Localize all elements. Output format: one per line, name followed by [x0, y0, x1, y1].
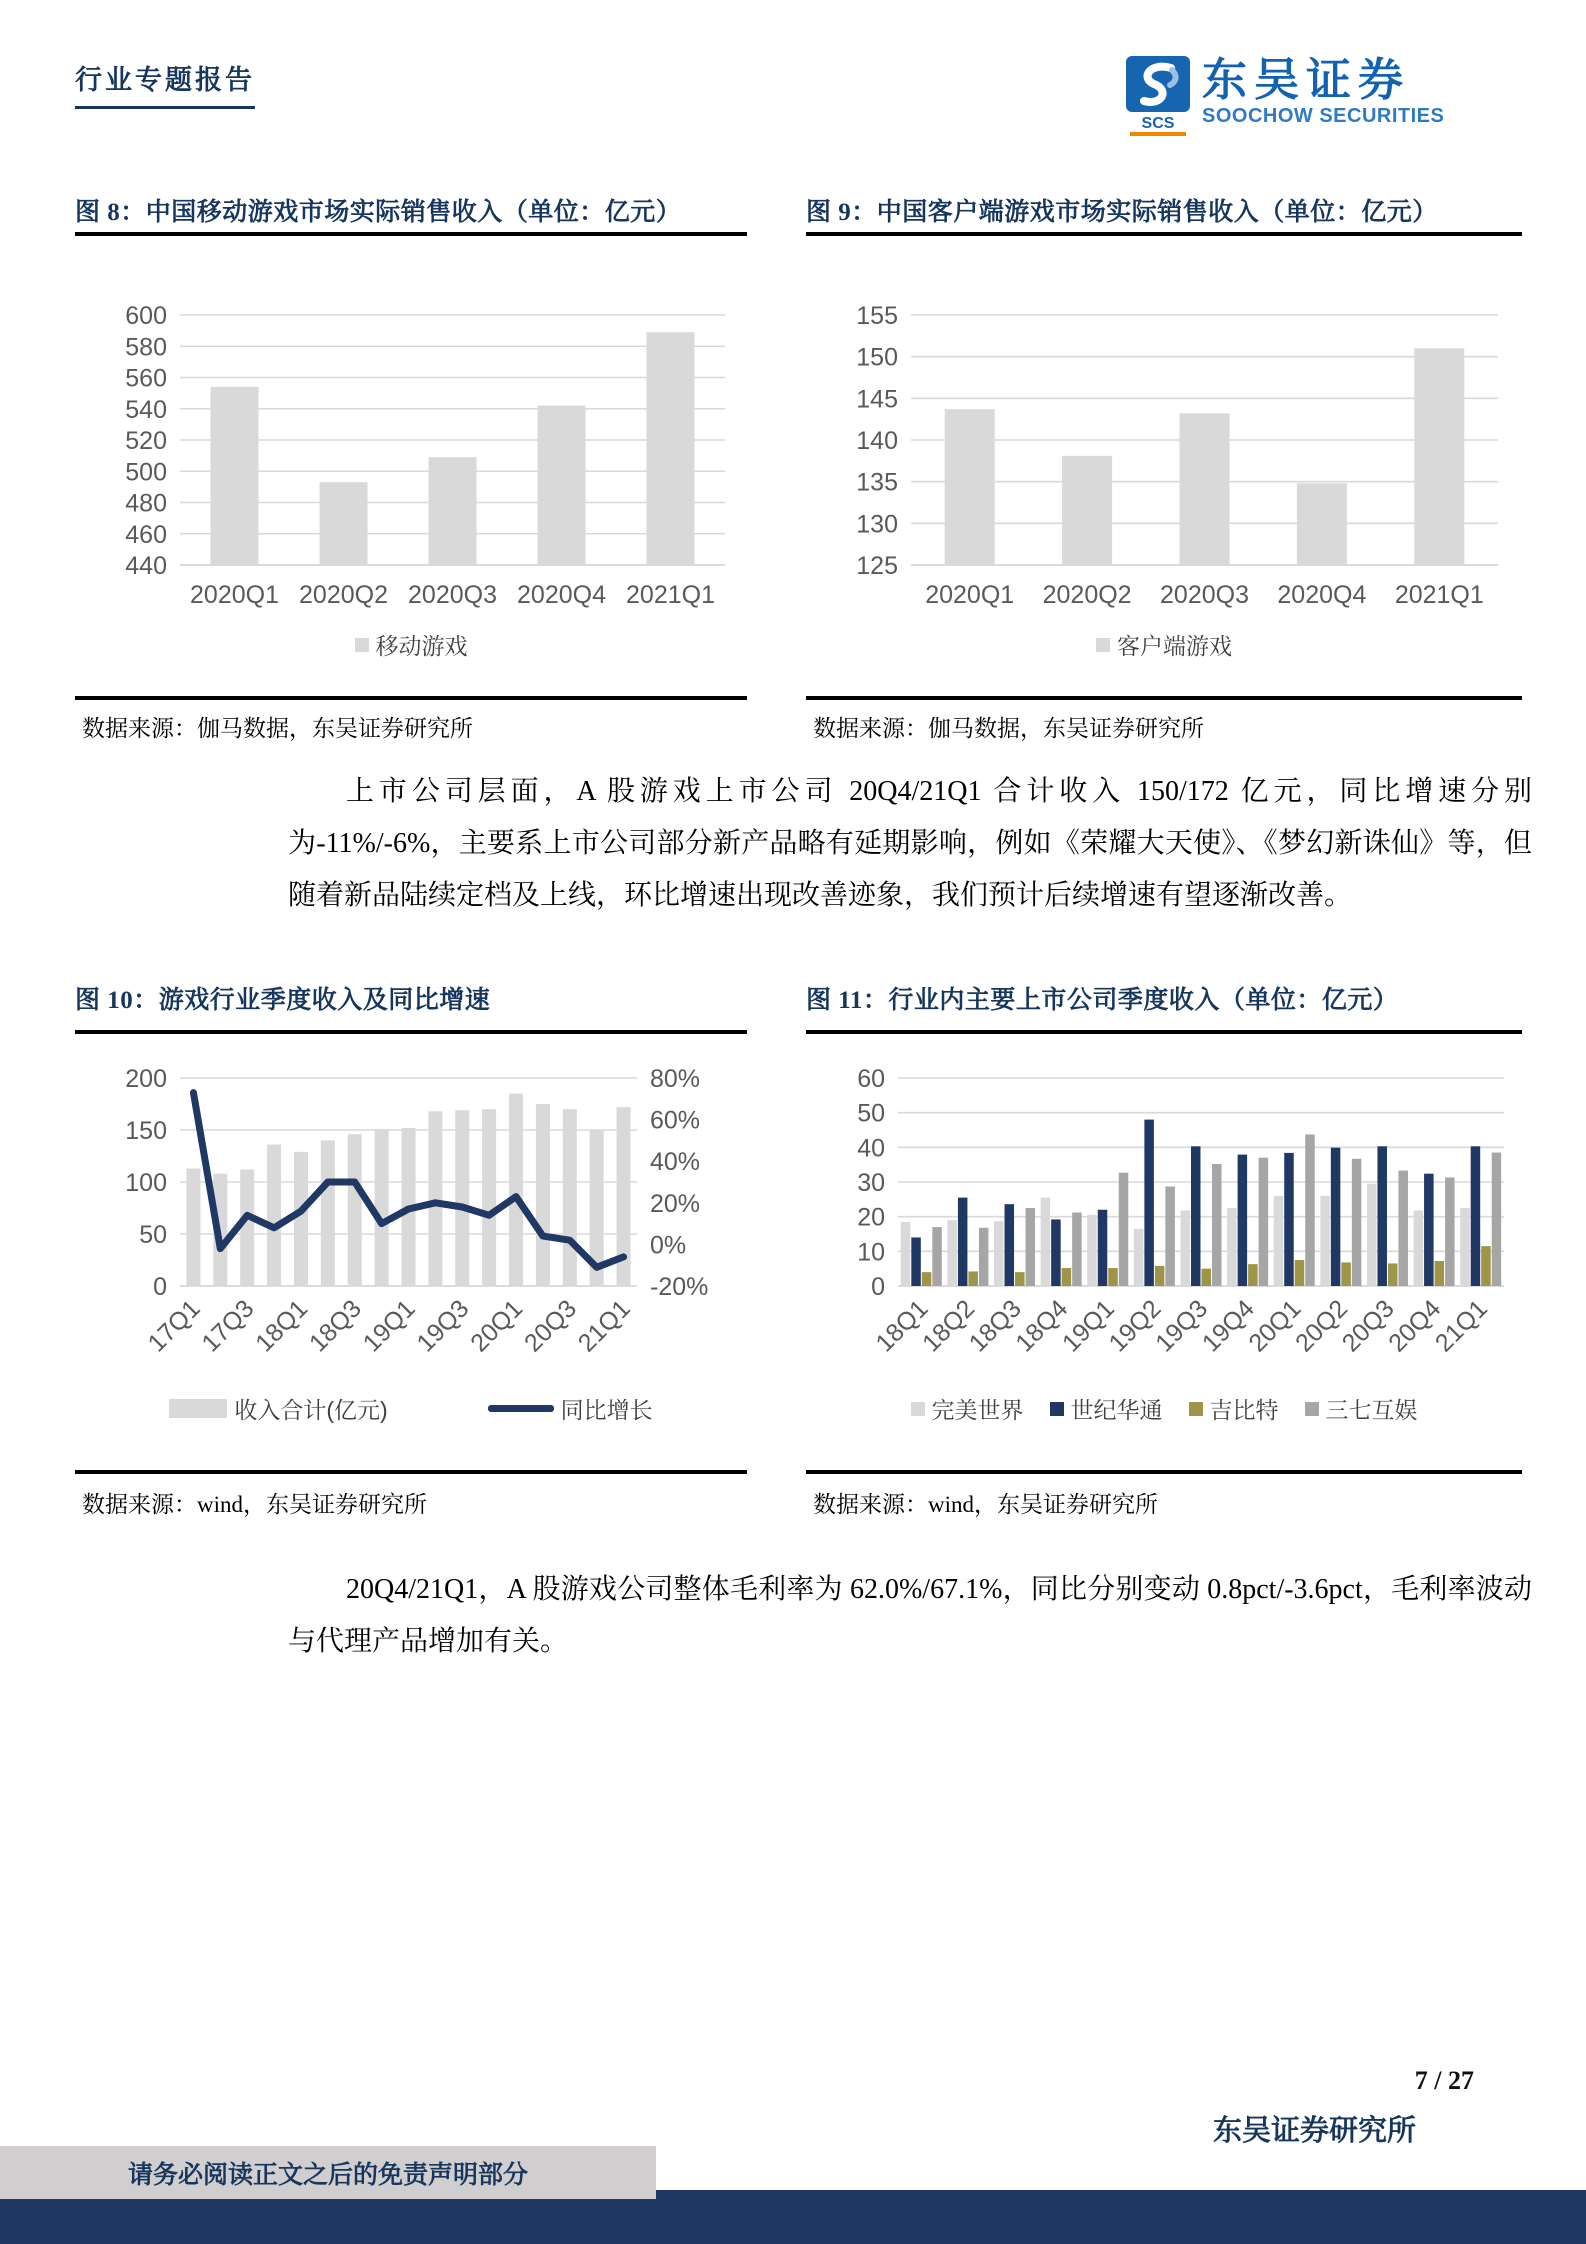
svg-text:18Q2: 18Q2 — [917, 1294, 981, 1358]
brand-name-cn: 东吴证券 — [1202, 54, 1411, 105]
figure9-title-rule — [806, 232, 1522, 236]
svg-text:150: 150 — [125, 1117, 167, 1145]
svg-text:480: 480 — [125, 489, 167, 518]
legend-label: 移动游戏 — [375, 633, 468, 659]
svg-text:440: 440 — [125, 552, 167, 580]
svg-text:18Q4: 18Q4 — [1010, 1294, 1074, 1358]
svg-text:20: 20 — [857, 1203, 885, 1232]
figure9-source: 数据来源：伽马数据，东吴证券研究所 — [813, 716, 1204, 741]
svg-text:140: 140 — [856, 427, 898, 455]
svg-text:18Q3: 18Q3 — [303, 1294, 367, 1358]
legend-swatch-rect — [355, 638, 369, 652]
body-paragraph-1: 上市公司层面，A 股游戏上市公司 20Q4/21Q1 合计收入 150/172 亿元，同比增速分别为-11%/-6%，主要系上市公司部分新产品略有延期影响，例如《荣耀大天使》、《梦幻新诛仙》等，但随着新品陆续定档及上线，环比增速出现改善迹象，我们预计后续增速有望逐渐改善。 — [288, 776, 1532, 911]
figure9-legend — [806, 628, 1522, 661]
svg-text:150: 150 — [856, 343, 898, 372]
report-type-label: 行业专题报告 — [75, 58, 255, 109]
svg-text:20Q1: 20Q1 — [1243, 1294, 1307, 1358]
figure10-title: 图 10：游戏行业季度收入及同比增速 — [75, 987, 491, 1014]
legend-swatch-rect — [1305, 1402, 1319, 1416]
legend-swatch-bar — [169, 1399, 227, 1418]
svg-text:20Q4: 20Q4 — [1383, 1294, 1447, 1358]
legend-item — [1305, 1392, 1418, 1425]
svg-text:40%: 40% — [650, 1148, 701, 1177]
brand-text-block — [1202, 56, 1444, 128]
figure11-source: 数据来源：wind，东吴证券研究所 — [813, 1492, 1158, 1517]
soochow-logo-icon — [1126, 56, 1190, 136]
svg-text:60%: 60% — [650, 1106, 701, 1135]
svg-text:19Q1: 19Q1 — [1056, 1294, 1121, 1358]
svg-text:17Q1: 17Q1 — [142, 1294, 206, 1358]
figure11-legend — [806, 1392, 1522, 1425]
svg-text:20Q2: 20Q2 — [1290, 1294, 1354, 1358]
svg-text:17Q3: 17Q3 — [196, 1294, 260, 1358]
legend-item — [169, 1392, 387, 1425]
svg-text:20Q3: 20Q3 — [518, 1294, 583, 1358]
svg-text:2020Q3: 2020Q3 — [1160, 581, 1249, 609]
svg-text:125: 125 — [856, 552, 898, 580]
svg-text:145: 145 — [856, 385, 898, 414]
svg-text:2020Q3: 2020Q3 — [408, 581, 497, 609]
svg-text:130: 130 — [856, 510, 898, 539]
legend-label: 客户端游戏 — [1117, 633, 1232, 659]
figure10-legend — [75, 1392, 747, 1425]
svg-text:2021Q1: 2021Q1 — [1394, 581, 1484, 609]
svg-text:2020Q2: 2020Q2 — [1042, 581, 1132, 609]
svg-text:-20%: -20% — [650, 1273, 709, 1301]
legend-swatch-rect — [1096, 638, 1110, 652]
logo-scs-text: SCS — [1141, 115, 1175, 132]
figure8-source-rule — [75, 696, 747, 700]
svg-text:540: 540 — [125, 395, 167, 424]
page-number: 7 / 27 — [1414, 2066, 1474, 2095]
svg-text:19Q2: 19Q2 — [1103, 1294, 1167, 1358]
svg-text:0%: 0% — [650, 1231, 687, 1260]
svg-text:560: 560 — [125, 364, 167, 393]
svg-text:20Q3: 20Q3 — [1336, 1294, 1400, 1358]
svg-text:19Q3: 19Q3 — [1150, 1294, 1214, 1358]
svg-text:30: 30 — [857, 1169, 885, 1197]
svg-text:0: 0 — [871, 1273, 885, 1301]
figure8-legend — [75, 628, 747, 661]
svg-text:580: 580 — [125, 333, 167, 362]
svg-text:2020Q4: 2020Q4 — [517, 581, 606, 609]
svg-text:18Q3: 18Q3 — [963, 1294, 1027, 1358]
svg-text:100: 100 — [125, 1169, 167, 1197]
svg-text:20%: 20% — [650, 1189, 701, 1218]
legend-item — [355, 628, 468, 661]
brand-logo — [1126, 56, 1444, 136]
legend-label: 收入合计(亿元) — [234, 1397, 388, 1423]
legend-swatch-rect — [911, 1402, 925, 1416]
svg-text:21Q1: 21Q1 — [1429, 1294, 1493, 1358]
svg-text:460: 460 — [125, 520, 167, 549]
svg-text:500: 500 — [125, 458, 167, 487]
figure8-title: 图 8：中国移动游戏市场实际销售收入（单位：亿元） — [75, 199, 682, 226]
svg-text:2020Q1: 2020Q1 — [190, 581, 279, 609]
legend-label: 三七互娱 — [1325, 1397, 1418, 1423]
svg-text:40: 40 — [857, 1134, 885, 1163]
legend-item — [1050, 1392, 1163, 1425]
svg-text:2020Q2: 2020Q2 — [299, 581, 388, 609]
legend-swatch-rect — [1050, 1402, 1064, 1416]
legend-label: 世纪华通 — [1070, 1397, 1163, 1423]
body-paragraph-2: 20Q4/21Q1，A 股游戏公司整体毛利率为 62.0%/67.1%，同比分别变动 0.8pct/-3.6pct，毛利率波动与代理产品增加有关。 — [288, 1574, 1532, 1657]
figure11-source-rule — [806, 1470, 1522, 1474]
svg-text:2020Q4: 2020Q4 — [1277, 581, 1367, 609]
svg-text:18Q1: 18Q1 — [250, 1294, 314, 1358]
figure9-bar-chart — [806, 250, 1522, 620]
figure11-grouped-bar-chart — [806, 1046, 1522, 1398]
svg-text:135: 135 — [856, 468, 898, 497]
svg-text:200: 200 — [125, 1065, 167, 1093]
figure8-source: 数据来源：伽马数据，东吴证券研究所 — [82, 716, 473, 741]
figure11-title: 图 11：行业内主要上市公司季度收入（单位：亿元） — [806, 987, 1399, 1014]
legend-label: 吉比特 — [1209, 1397, 1279, 1423]
svg-text:19Q3: 19Q3 — [411, 1294, 475, 1358]
legend-item — [911, 1392, 1024, 1425]
svg-text:0: 0 — [153, 1273, 167, 1301]
svg-text:19Q4: 19Q4 — [1196, 1294, 1260, 1358]
svg-text:2020Q1: 2020Q1 — [925, 581, 1015, 609]
svg-text:21Q1: 21Q1 — [572, 1294, 636, 1358]
figure8-bar-chart — [75, 250, 747, 620]
svg-text:18Q1: 18Q1 — [870, 1294, 934, 1358]
figure11-title-rule — [806, 1030, 1522, 1034]
figure10-combo-chart — [75, 1046, 747, 1398]
svg-text:2021Q1: 2021Q1 — [626, 581, 715, 609]
legend-label: 完美世界 — [931, 1397, 1024, 1423]
svg-text:60: 60 — [857, 1065, 885, 1093]
figure10-title-rule — [75, 1030, 747, 1034]
svg-text:80%: 80% — [650, 1065, 701, 1093]
legend-item — [488, 1392, 653, 1425]
figure9-title: 图 9：中国客户端游戏市场实际销售收入（单位：亿元） — [806, 199, 1438, 226]
svg-text:50: 50 — [139, 1221, 167, 1249]
figure10-source-rule — [75, 1470, 747, 1474]
svg-text:19Q1: 19Q1 — [357, 1294, 421, 1358]
figure9-source-rule — [806, 696, 1522, 700]
legend-swatch-rect — [1189, 1402, 1203, 1416]
footer-institute: 东吴证券研究所 — [1212, 2115, 1416, 2147]
legend-item — [1096, 628, 1232, 661]
legend-swatch-line — [488, 1405, 554, 1412]
footer-disclaimer: 请务必阅读正文之后的免责声明部分 — [0, 2146, 656, 2199]
svg-text:20Q1: 20Q1 — [465, 1294, 529, 1358]
svg-text:600: 600 — [125, 302, 167, 330]
brand-name-en: SOOCHOW SECURITIES — [1202, 105, 1445, 128]
figure10-source: 数据来源：wind，东吴证券研究所 — [82, 1492, 427, 1517]
legend-item — [1189, 1392, 1279, 1425]
legend-label: 同比增长 — [560, 1397, 653, 1423]
svg-text:10: 10 — [857, 1238, 885, 1267]
svg-text:155: 155 — [856, 302, 898, 330]
figure8-title-rule — [75, 232, 747, 236]
svg-text:520: 520 — [125, 427, 167, 455]
svg-text:50: 50 — [857, 1099, 885, 1128]
